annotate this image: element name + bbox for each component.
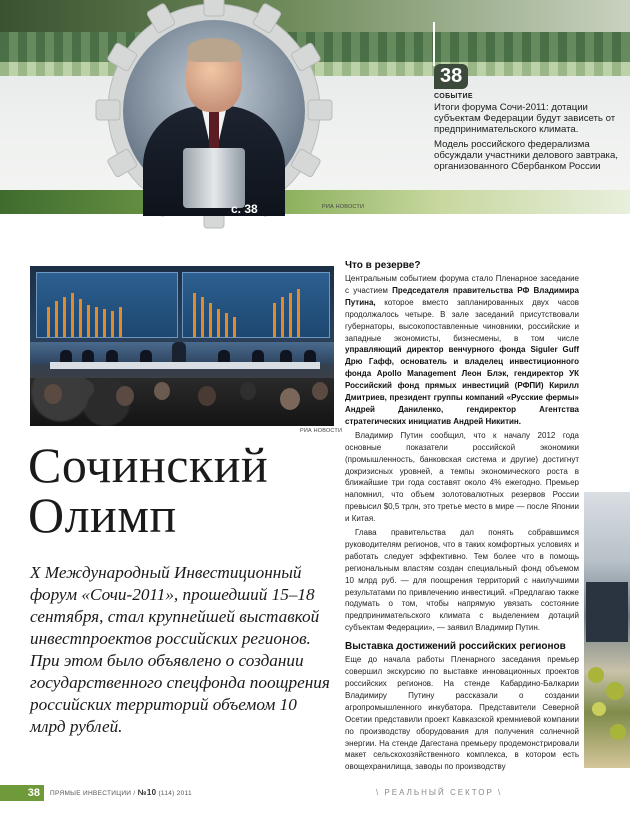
- teaser-rubric: СОБЫТИЕ: [434, 93, 473, 100]
- portrait-tie: [209, 112, 219, 152]
- magazine-name: ПРЯМЫЕ ИНВЕСТИЦИИ / №10 (114) 2011: [50, 788, 192, 797]
- article-lead: X Международный Инвестиционный форум «Сочи-2011», прошедший 15–18 сентября, стал крупнейшей выставкой инвестпроектов российских регионов. При этом было объявлено о создании государственного спецфонда поощрения российских территорий объемом 10 млрд рублей.: [30, 563, 330, 736]
- teaser-divider: [433, 22, 435, 66]
- portrait-podium: [183, 148, 245, 208]
- paragraph-1: Центральным событием форума стало Пленарное заседание с участием Председателя правительства РФ Владимира Путина, которое вместо запланированных двух часов продолжалось четыре. В зале заседаний присутствовали губернаторы, высокопоставленные чиновники, российские и западные экономисты, бизнесмены, в том числе управляющий директор венчурного фонда Siguler Guff Дрю Гафф, основатель и владелец инвестиционного фонда Apollo Management Леон Блэк, гендиректор УК Российский фонд прямых инвестиций (РФПИ) Кирилл Дмитриев, президент группы компаний «Русские фермы» Андрей Даниленко, гендиректор Агентства стратегических инициатив Андрей Никитин.: [345, 274, 579, 426]
- exhibition-photo-edge: [584, 492, 630, 768]
- top-banner: [0, 0, 630, 214]
- plenary-session-photo: [30, 266, 334, 426]
- subheading-reserve: Что в резерве?: [345, 260, 421, 271]
- teaser-text-2: Модель российского федерализма обсуждали участники делового завтрака, организованного Сбербанком России: [434, 138, 618, 173]
- teaser-text-1: Итоги форума Сочи-2011: дотации субъектам Федерации будут зависеть от предпринимательского климата.: [434, 102, 616, 136]
- teaser-page-badge: 38: [434, 64, 468, 89]
- subheading-exhibition: Выставка достижений российских регионов: [345, 641, 566, 653]
- photo-screen-left: [36, 272, 178, 338]
- paragraph-3: Глава правительства дал понять собравшимся руководителям регионов, что в таких комфортных условиях и работать следует эффективно. Тем более что в помощь региональным властям создан специальный фонд объемом 10 млрд руб. — для поощрения территорий с наилучшими результатами по привлечению инвестиций. «Предлагаю также подумать о том, чтобы напрямую увязать состояние предпринимательского климата с выделением дотаций субъектам Федерации», — заявил Владимир Путин.: [345, 528, 579, 633]
- teaser-block[interactable]: [434, 64, 620, 175]
- article-title: [28, 437, 269, 543]
- title-line-2: Олимп: [28, 487, 177, 543]
- page-number: 38: [0, 785, 44, 801]
- paragraph-4: Еще до начала работы Пленарного заседания премьер совершил экскурсию по выставке инновационных проектов российских регионов. На стенде Кабардино-Балкарии Владимиру Путину рассказали о создании агропромышленного инкубатора. Представители Северной Осетии представили проект Кавказской кремниевой компании по производству оборудования для получения солнечной энергии. На стенде Дагестана премьеру продемонстрировали макет сельскохозяйственного комплекса, в котором есть овощехранилища, заводы по производству: [345, 655, 579, 772]
- portrait-hair: [187, 38, 241, 62]
- speaker-portrait: [123, 20, 305, 216]
- page-footer: [0, 785, 630, 801]
- title-line-1: Сочинский: [28, 437, 269, 493]
- image-page-caption: с. 38: [231, 202, 258, 216]
- main-photo-credit: РИА НОВОСТИ: [300, 428, 343, 434]
- paragraph-2: Владимир Путин сообщил, что к началу 2012 года основные показатели российской экономики (промышленность, банковская система и другие) достигнут докризисных уровней, а темпы экономического роста в ближайшие три года составят около 4% ежегодно. Премьер напомнил, что объем золотовалютных резервов России превысил $0,5 трлн, это третье место в мире — после Японии и Китая.: [345, 430, 579, 524]
- section-name: \ РЕАЛЬНЫЙ СЕКТОР \: [376, 788, 503, 797]
- photo-presidium-table: [50, 362, 320, 369]
- banner-photo-credit: РИА НОВОСТИ: [322, 204, 365, 210]
- article-body: [345, 260, 579, 775]
- photo-screen-right: [182, 272, 330, 338]
